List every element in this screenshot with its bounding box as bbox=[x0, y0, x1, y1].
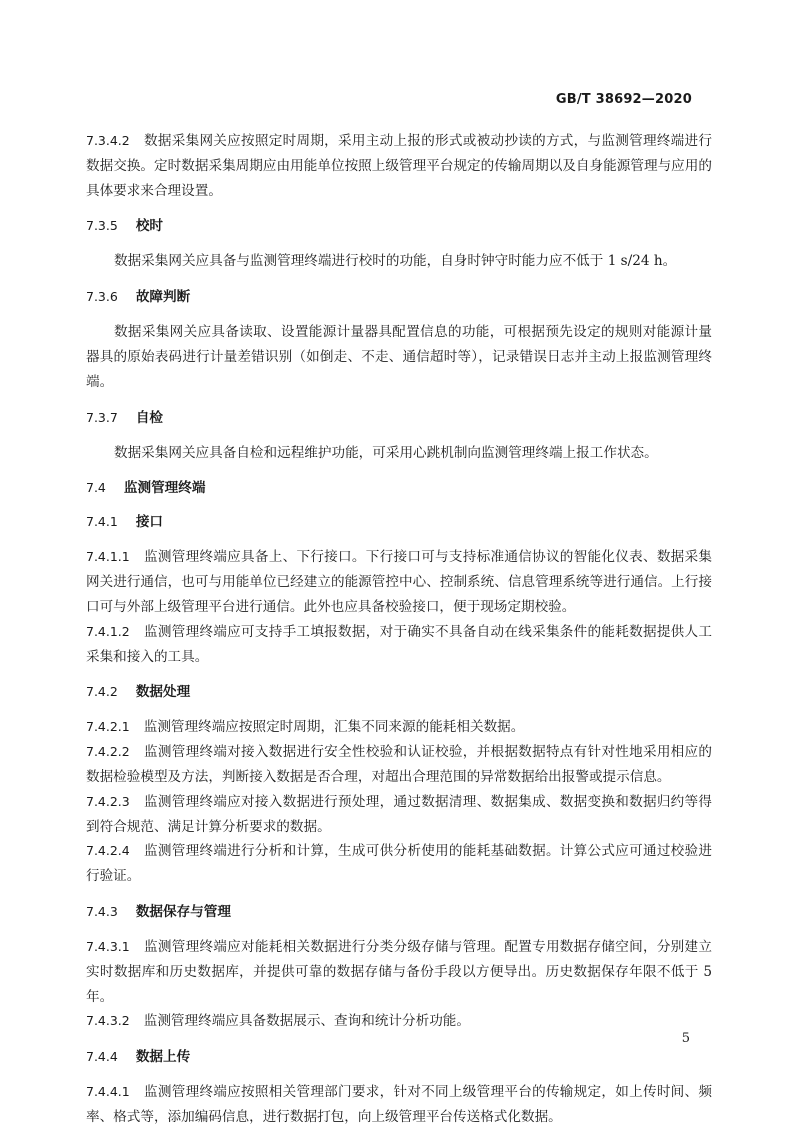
clause-number: 7.4.2.1 bbox=[86, 719, 130, 735]
section-title: 故障判断 bbox=[135, 289, 191, 306]
section-title: 数据上传 bbox=[135, 1049, 191, 1066]
section-title: 数据保存与管理 bbox=[135, 903, 231, 920]
clause-number: 7.3.4.2 bbox=[86, 133, 130, 148]
clause-number: 7.4.3.2 bbox=[86, 1013, 130, 1029]
section-heading bbox=[86, 407, 712, 429]
section-number: 7.3.6 bbox=[86, 289, 118, 305]
clause-paragraph bbox=[86, 1009, 712, 1034]
section-number: 7.4.3 bbox=[86, 903, 118, 919]
section-number: 7.3.5 bbox=[86, 218, 118, 234]
clause-text: 监测管理终端应对接入数据进行预处理，通过数据清理、数据集成、数据变换和数据归约等得到符合规范、满足计算分析要求的数据。 bbox=[86, 793, 712, 835]
section-number: 7.4.1 bbox=[86, 514, 118, 530]
section-number: 7.3.7 bbox=[86, 409, 118, 425]
clause-text: 监测管理终端应对能耗相关数据进行分类分级存储与管理。配置专用数据存储空间，分别建立实时数据库和历史数据库，并提供可靠的数据存储与备份手段以方便导出。历史数据保存年限不低于 5 年。 bbox=[86, 938, 712, 1005]
standard-number: GB/T 38692—2020 bbox=[555, 92, 692, 107]
clause-number: 7.4.1.2 bbox=[86, 623, 130, 639]
clause-text: 监测管理终端应具备上、下行接口。下行接口可与支持标准通信协议的智能化仪表、数据采集网关进行通信，也可与用能单位已经建立的能源管控中心、控制系统、信息管理系统等进行通信。上行接口可与外部上级管理平台进行通信。此外也应具备校验接口，便于现场定期校验。 bbox=[86, 549, 712, 615]
section-number: 7.4 bbox=[86, 480, 106, 496]
section-number: 7.4.2 bbox=[86, 684, 118, 700]
clause-text: 监测管理终端应按照相关管理部门要求，针对不同上级管理平台的传输规定，如上传时间、频率、格式等，添加编码信息，进行数据打包，向上级管理平台传送格式化数据。 bbox=[86, 1084, 712, 1125]
section-number: 7.4.4 bbox=[86, 1049, 118, 1065]
clause-paragraph bbox=[86, 790, 712, 840]
clause-text: 监测管理终端应按照定时周期，汇集不同来源的能耗相关数据。 bbox=[143, 719, 525, 736]
clause-number: 7.4.2.3 bbox=[86, 793, 130, 809]
clause-text: 监测管理终端应具备数据展示、查询和统计分析功能。 bbox=[143, 1013, 470, 1030]
section-heading bbox=[86, 477, 712, 499]
document-body bbox=[86, 129, 712, 1130]
section-heading bbox=[86, 1046, 712, 1068]
clause-number: 7.4.1.1 bbox=[86, 549, 130, 565]
clause-text: 数据采集网关应按照定时周期，采用主动上报的形式或被动抄读的方式，与监测管理终端进行数据交换。定时数据采集周期应由用能单位按照上级管理平台规定的传输周期以及自身能源管理与应用的具体要求来合理设置。 bbox=[86, 133, 712, 199]
section-title: 接口 bbox=[135, 514, 163, 531]
clause-paragraph bbox=[86, 1080, 712, 1130]
section-title: 数据处理 bbox=[135, 684, 191, 701]
clause-text: 监测管理终端应可支持手工填报数据，对于确实不具备自动在线采集条件的能耗数据提供人工采集和接入的工具。 bbox=[86, 623, 712, 665]
clause-paragraph bbox=[86, 620, 712, 670]
body-paragraph: 数据采集网关应具备与监测管理终端进行校时的功能，自身时钟守时能力应不低于 1 s/24 h。 bbox=[114, 253, 677, 270]
body-paragraph: 数据采集网关应具备读取、设置能源计量器具配置信息的功能，可根据预先设定的规则对能源计量器具的原始表码进行计量差错识别（如倒走、不走、通信超时等），记录错误日志并主动上报监测管理终端。 bbox=[86, 324, 712, 390]
section-heading bbox=[86, 215, 712, 237]
clause-text: 监测管理终端对接入数据进行安全性校验和认证校验，并根据数据特点有针对性地采用相应的数据检验模型及方法，判断接入数据是否合理，对超出合理范围的异常数据给出报警或提示信息。 bbox=[86, 744, 712, 785]
section-heading bbox=[86, 901, 712, 923]
clause-paragraph bbox=[86, 129, 712, 203]
body-paragraph: 数据采集网关应具备自检和远程维护功能，可采用心跳机制向监测管理终端上报工作状态。 bbox=[114, 444, 658, 461]
section-title: 自检 bbox=[135, 409, 163, 426]
clause-number: 7.4.4.1 bbox=[86, 1084, 130, 1100]
section-title: 监测管理终端 bbox=[123, 480, 206, 497]
clause-number: 7.4.3.1 bbox=[86, 938, 130, 954]
page-number: 5 bbox=[681, 1031, 690, 1046]
clause-paragraph bbox=[86, 715, 712, 740]
clause-number: 7.4.2.2 bbox=[86, 744, 130, 760]
section-heading bbox=[86, 681, 712, 703]
clause-paragraph bbox=[86, 545, 712, 619]
clause-paragraph bbox=[86, 740, 712, 790]
clause-text: 监测管理终端进行分析和计算，生成可供分析使用的能耗基础数据。计算公式应可通过校验进行验证。 bbox=[86, 843, 712, 885]
section-heading bbox=[86, 286, 712, 308]
clause-paragraph bbox=[86, 839, 712, 889]
section-title: 校时 bbox=[135, 218, 163, 235]
clause-paragraph bbox=[86, 935, 712, 1009]
clause-number: 7.4.2.4 bbox=[86, 843, 130, 859]
section-heading bbox=[86, 511, 712, 533]
